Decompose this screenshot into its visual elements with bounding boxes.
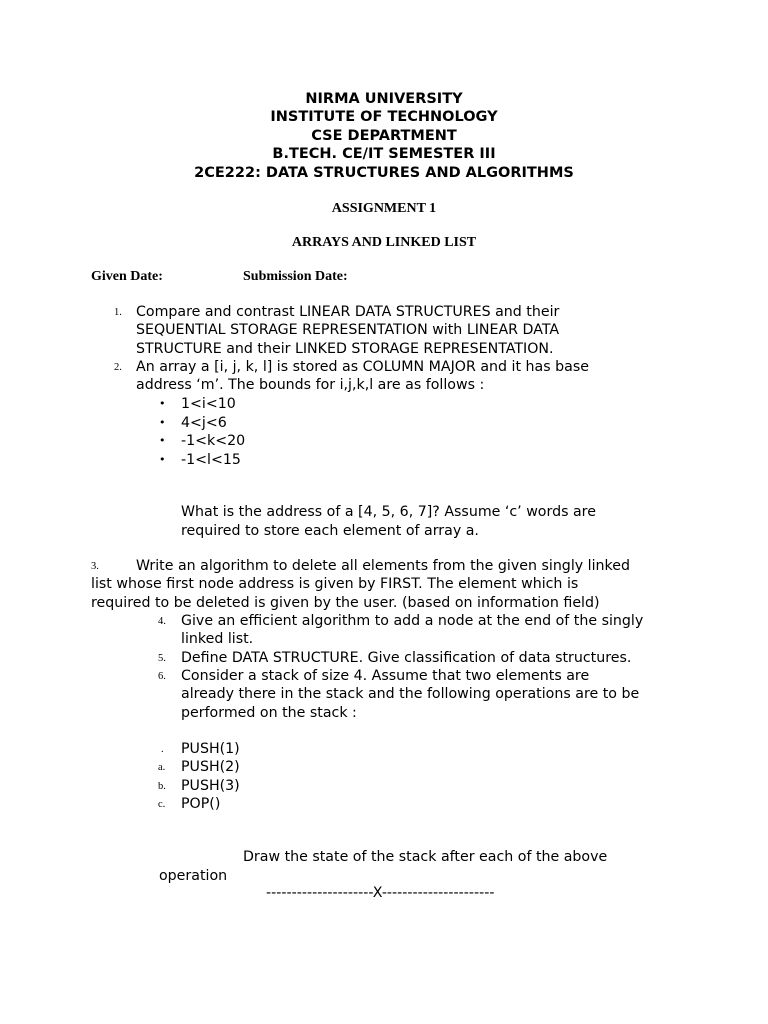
q4-number: 4. (158, 616, 166, 627)
q5-line: Define DATA STRUCTURE. Give classification of data structures. (181, 650, 632, 666)
bullet-icon: • (159, 434, 166, 447)
q2-bound: -1<l<15 (181, 452, 241, 468)
q2-bound: -1<k<20 (181, 433, 246, 449)
op-marker: b. (158, 781, 166, 792)
assignment-title: ASSIGNMENT 1 (331, 201, 437, 216)
q2-question-line: required to store each element of array a. (181, 523, 479, 539)
bullet-icon: • (159, 453, 166, 466)
q3-line: required to be deleted is given by the user. (based on information field) (91, 595, 600, 611)
op-marker: a. (158, 762, 166, 773)
op-item: PUSH(2) (181, 759, 240, 775)
q5-number: 5. (158, 653, 166, 664)
q2-question-line: What is the address of a [4, 5, 6, 7]? Assume ‘c’ words are (181, 504, 596, 520)
department-name: CSE DEPARTMENT (311, 128, 457, 144)
q4-line: linked list. (181, 631, 254, 647)
given-date-label: Given Date: (91, 269, 163, 284)
q6-line: Consider a stack of size 4. Assume that two elements are (181, 668, 590, 684)
end-separator: ---------------------X---------------------- (266, 885, 495, 901)
q3-line: Write an algorithm to delete all elements from the given singly linked (136, 558, 630, 574)
q3-line: list whose first node address is given by FIRST. The element which is (91, 576, 579, 592)
q6-instruction-line: Draw the state of the stack after each of the above (243, 849, 608, 865)
q1-line: STRUCTURE and their LINKED STORAGE REPRESENTATION. (136, 341, 554, 357)
q3-number: 3. (91, 561, 99, 572)
q2-bound: 1<i<10 (181, 396, 236, 412)
q6-line: performed on the stack : (181, 705, 357, 721)
university-name: NIRMA UNIVERSITY (305, 91, 463, 107)
bullet-icon: • (159, 416, 166, 429)
program-semester: B.TECH. CE/IT SEMESTER III (272, 146, 496, 162)
q4-line: Give an efficient algorithm to add a node at the end of the singly (181, 613, 644, 629)
q2-number: 2. (114, 362, 122, 373)
q6-number: 6. (158, 671, 166, 682)
op-marker: . (161, 744, 164, 755)
q2-line: An array a [i, j, k, l] is stored as COLUMN MAJOR and it has base (136, 359, 589, 375)
assignment-topic: ARRAYS AND LINKED LIST (291, 235, 477, 250)
q6-instruction-line: operation (159, 868, 228, 884)
op-item: PUSH(3) (181, 778, 240, 794)
q1-line: Compare and contrast LINEAR DATA STRUCTURES and their (136, 304, 560, 320)
q6-line: already there in the stack and the following operations are to be (181, 686, 640, 702)
q1-number: 1. (114, 307, 122, 318)
op-item: PUSH(1) (181, 741, 240, 757)
q2-bound: 4<j<6 (181, 415, 227, 431)
op-marker: c. (158, 799, 166, 810)
q2-line: address ‘m’. The bounds for i,j,k,l are as follows : (136, 377, 485, 393)
op-item: POP() (181, 796, 221, 812)
bullet-icon: • (159, 397, 166, 410)
q1-line: SEQUENTIAL STORAGE REPRESENTATION with LINEAR DATA (136, 322, 560, 338)
submission-date-label: Submission Date: (243, 269, 348, 284)
course-title: 2CE222: DATA STRUCTURES AND ALGORITHMS (194, 165, 574, 181)
institute-name: INSTITUTE OF TECHNOLOGY (270, 109, 498, 125)
